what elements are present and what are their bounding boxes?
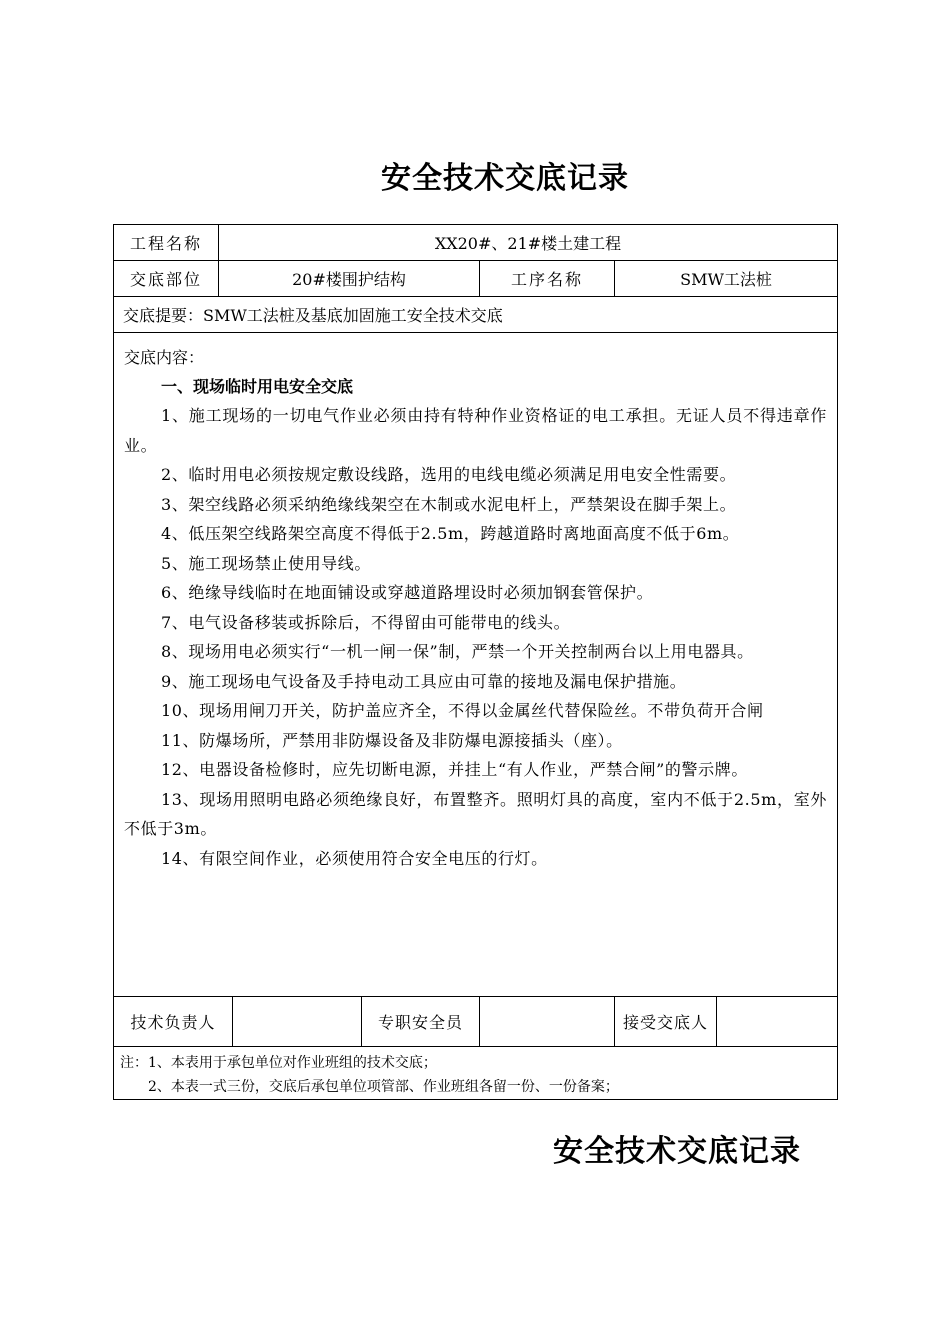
list-item: 14、有限空间作业，必须使用符合安全电压的行灯。 — [161, 848, 548, 868]
section-heading: 一、现场临时用电安全交底 — [161, 377, 354, 396]
notes — [114, 1047, 838, 1100]
disclosure-summary: 交底提要：SMW工法桩及基底加固施工安全技术交底 — [114, 297, 838, 333]
receiver-signature-field[interactable] — [717, 997, 838, 1047]
signature-row — [114, 997, 838, 1047]
content-row — [114, 333, 838, 997]
tech-lead-signature-field[interactable] — [233, 997, 362, 1047]
list-item: 7、电气设备移装或拆除后，不得留由可能带电的线头。 — [161, 612, 571, 632]
location-row — [114, 261, 838, 297]
list-item: 3、架空线路必须采纳绝缘线架空在木制或水泥电杆上，严禁架设在脚手架上。 — [161, 494, 737, 514]
safety-officer-signature-field[interactable] — [480, 997, 615, 1047]
list-item: 11、防爆场所，严禁用非防爆设备及非防爆电源接插头（座）。 — [161, 730, 623, 750]
process-name-label: 工序名称 — [480, 261, 615, 297]
list-item: 9、施工现场电气设备及手持电动工具应由可靠的接地及漏电保护措施。 — [161, 671, 687, 691]
disclosure-location-value: 20#楼围护结构 — [219, 261, 480, 297]
project-name-value: XX20#、21#楼土建工程 — [219, 225, 838, 261]
list-item: 6、绝缘导线临时在地面铺设或穿越道路埋设时必须加钢套管保护。 — [161, 583, 654, 602]
list-item: 1、施工现场的一切电气作业必须由持有特种作业资格证的电工承担。无证人员不得违章作业。 — [124, 406, 828, 455]
disclosure-content — [114, 333, 838, 997]
list-item: 2、临时用电必须按规定敷设线路，选用的电线电缆必须满足用电安全性需要。 — [161, 465, 737, 484]
tech-lead-label: 技术负责人 — [114, 997, 233, 1047]
note-line-1: 注：1、本表用于承包单位对作业班组的技术交底； — [120, 1055, 437, 1071]
list-item: 5、施工现场禁止使用导线。 — [161, 553, 371, 573]
safety-officer-label: 专职安全员 — [362, 997, 480, 1047]
project-name-label: 工程名称 — [114, 225, 219, 261]
list-item: 8、现场用电必须实行“一机一闸一保”制，严禁一个开关控制两台以上用电器具。 — [161, 642, 754, 661]
list-item: 12、电器设备检修时，应先切断电源，并挂上“有人作业，严禁合闸”的警示牌。 — [161, 760, 748, 779]
receiver-label: 接受交底人 — [615, 997, 717, 1047]
note-line-2: 2、本表一式三份，交底后承包单位项管部、作业班组各留一份、一份备案； — [148, 1079, 619, 1095]
list-item: 10、现场用闸刀开关，防护盖应齐全，不得以金属丝代替保险丝。不带负荷开合闸 — [161, 701, 764, 720]
notes-row — [114, 1047, 838, 1100]
disclosure-form-table — [113, 224, 838, 1100]
disclosure-location-label: 交底部位 — [114, 261, 219, 297]
document-title-repeat: 安全技术交底记录 — [553, 1134, 801, 1169]
process-name-value: SMW工法桩 — [615, 261, 838, 297]
project-row — [114, 225, 838, 261]
summary-row — [114, 297, 838, 333]
document-title: 安全技术交底记录 — [381, 161, 629, 196]
content-label: 交底内容： — [124, 348, 205, 367]
list-item: 13、现场用照明电路必须绝缘良好，布置整齐。照明灯具的高度，室内不低于2.5m，室外不低于3m。 — [124, 789, 828, 838]
list-item: 4、低压架空线路架空高度不得低于2.5m，跨越道路时离地面高度不低于6m。 — [161, 524, 740, 543]
